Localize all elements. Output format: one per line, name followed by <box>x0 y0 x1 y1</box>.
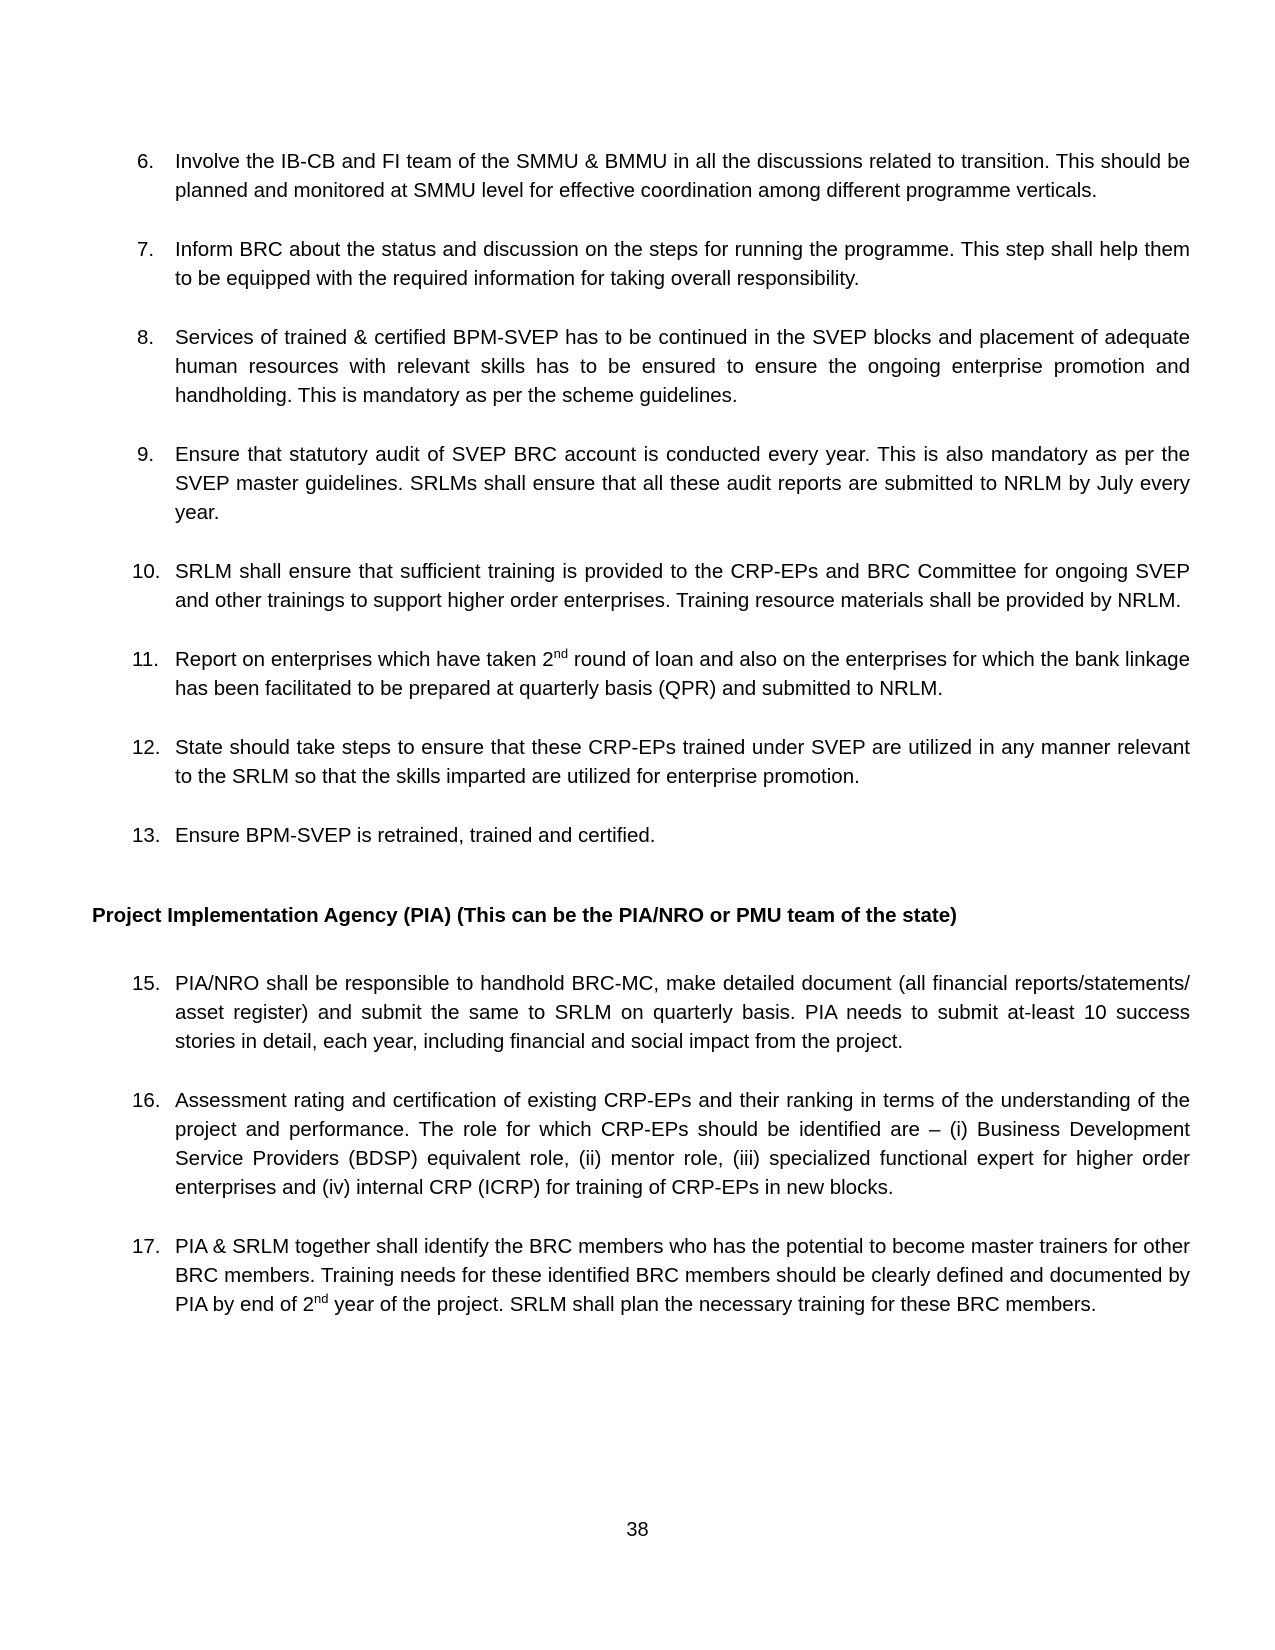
list-item-12 <box>92 733 1190 791</box>
item-text-segment: PIA & SRLM together shall identify the BRC members who has the potential to become master trainers for other BRC members. Training needs for these identified BRC members should be clearly defined and documented by PIA by end of 2 <box>175 1235 1190 1316</box>
ordinal-superscript: nd <box>553 646 569 662</box>
list-item-7 <box>92 235 1190 293</box>
item-number: 17. <box>132 1235 161 1258</box>
item-text-segment: year of the project. SRLM shall plan the necessary training for these BRC members. <box>328 1293 1097 1316</box>
item-number: 16. <box>132 1089 161 1112</box>
section-heading: Project Implementation Agency (PIA) (This can be the PIA/NRO or PMU team of the state) <box>92 904 957 927</box>
item-number: 7. <box>137 238 155 261</box>
item-text: SRLM shall ensure that sufficient training is provided to the CRP-EPs and BRC Committee for ongoing SVEP and other trainings to support higher order enterprises. Training resource materials shall be provided by NRLM. <box>175 560 1190 612</box>
item-number: 6. <box>137 150 155 173</box>
item-text: PIA/NRO shall be responsible to handhold BRC-MC, make detailed document (all financial reports/statements/ asset register) and submit the same to SRLM on quarterly basis. PIA needs to submit at-least 10 success stories in detail, each year, including financial and social impact from the project. <box>175 972 1190 1053</box>
list-item-13 <box>92 821 1190 850</box>
list-item-15 <box>92 969 1190 1056</box>
item-text: Inform BRC about the status and discussion on the steps for running the programme. This step shall help them to be equipped with the required information for taking overall responsibility. <box>175 238 1190 290</box>
item-text-segment: round of loan and also on the enterprises for which the bank linkage has been facilitated to be prepared at quarterly basis (QPR) and submitted to NRLM. <box>175 648 1190 700</box>
list-item-16 <box>92 1086 1190 1202</box>
item-number: 9. <box>137 443 155 466</box>
item-text <box>175 1232 1190 1319</box>
item-text: Assessment rating and certification of existing CRP-EPs and their ranking in terms of the understanding of the project and performance. The role for which CRP-EPs should be identified are – (i) Business Development Service Providers (BDSP) equivalent role, (ii) mentor role, (iii) specialized functional expert for higher order enterprises and (iv) internal CRP (ICRP) for training of CRP-EPs in new blocks. <box>175 1089 1190 1199</box>
item-text <box>175 645 1190 703</box>
item-number: 11. <box>132 648 159 671</box>
item-text: Involve the IB-CB and FI team of the SMMU & BMMU in all the discussions related to transition. This should be planned and monitored at SMMU level for effective coordination among different programme verticals. <box>175 150 1190 202</box>
item-number: 8. <box>137 326 155 349</box>
list-item-11 <box>92 645 1190 703</box>
list-item-9 <box>92 440 1190 527</box>
list-item-17 <box>92 1232 1190 1319</box>
ordinal-superscript: nd <box>314 1291 329 1307</box>
page-number: 38 <box>626 1519 649 1541</box>
list-item-8 <box>92 323 1190 410</box>
item-text: Ensure BPM-SVEP is retrained, trained and certified. <box>175 824 656 847</box>
item-text: Services of trained & certified BPM-SVEP has to be continued in the SVEP blocks and placement of adequate human resources with relevant skills has to be ensured to ensure the ongoing enterprise promotion and handholding. This is mandatory as per the scheme guidelines. <box>175 326 1190 407</box>
item-text-segment: Report on enterprises which have taken 2 <box>175 648 554 671</box>
item-number: 15. <box>132 972 161 995</box>
item-number: 12. <box>132 736 161 759</box>
list-item-6 <box>92 147 1190 205</box>
item-text: Ensure that statutory audit of SVEP BRC account is conducted every year. This is also mandatory as per the SVEP master guidelines. SRLMs shall ensure that all these audit reports are submitted to NRLM by July every year. <box>175 443 1190 524</box>
list-item-10 <box>92 557 1190 615</box>
item-text: State should take steps to ensure that these CRP-EPs trained under SVEP are utilized in any manner relevant to the SRLM so that the skills imparted are utilized for enterprise promotion. <box>175 736 1190 788</box>
item-number: 13. <box>132 824 161 847</box>
item-number: 10. <box>132 560 161 583</box>
